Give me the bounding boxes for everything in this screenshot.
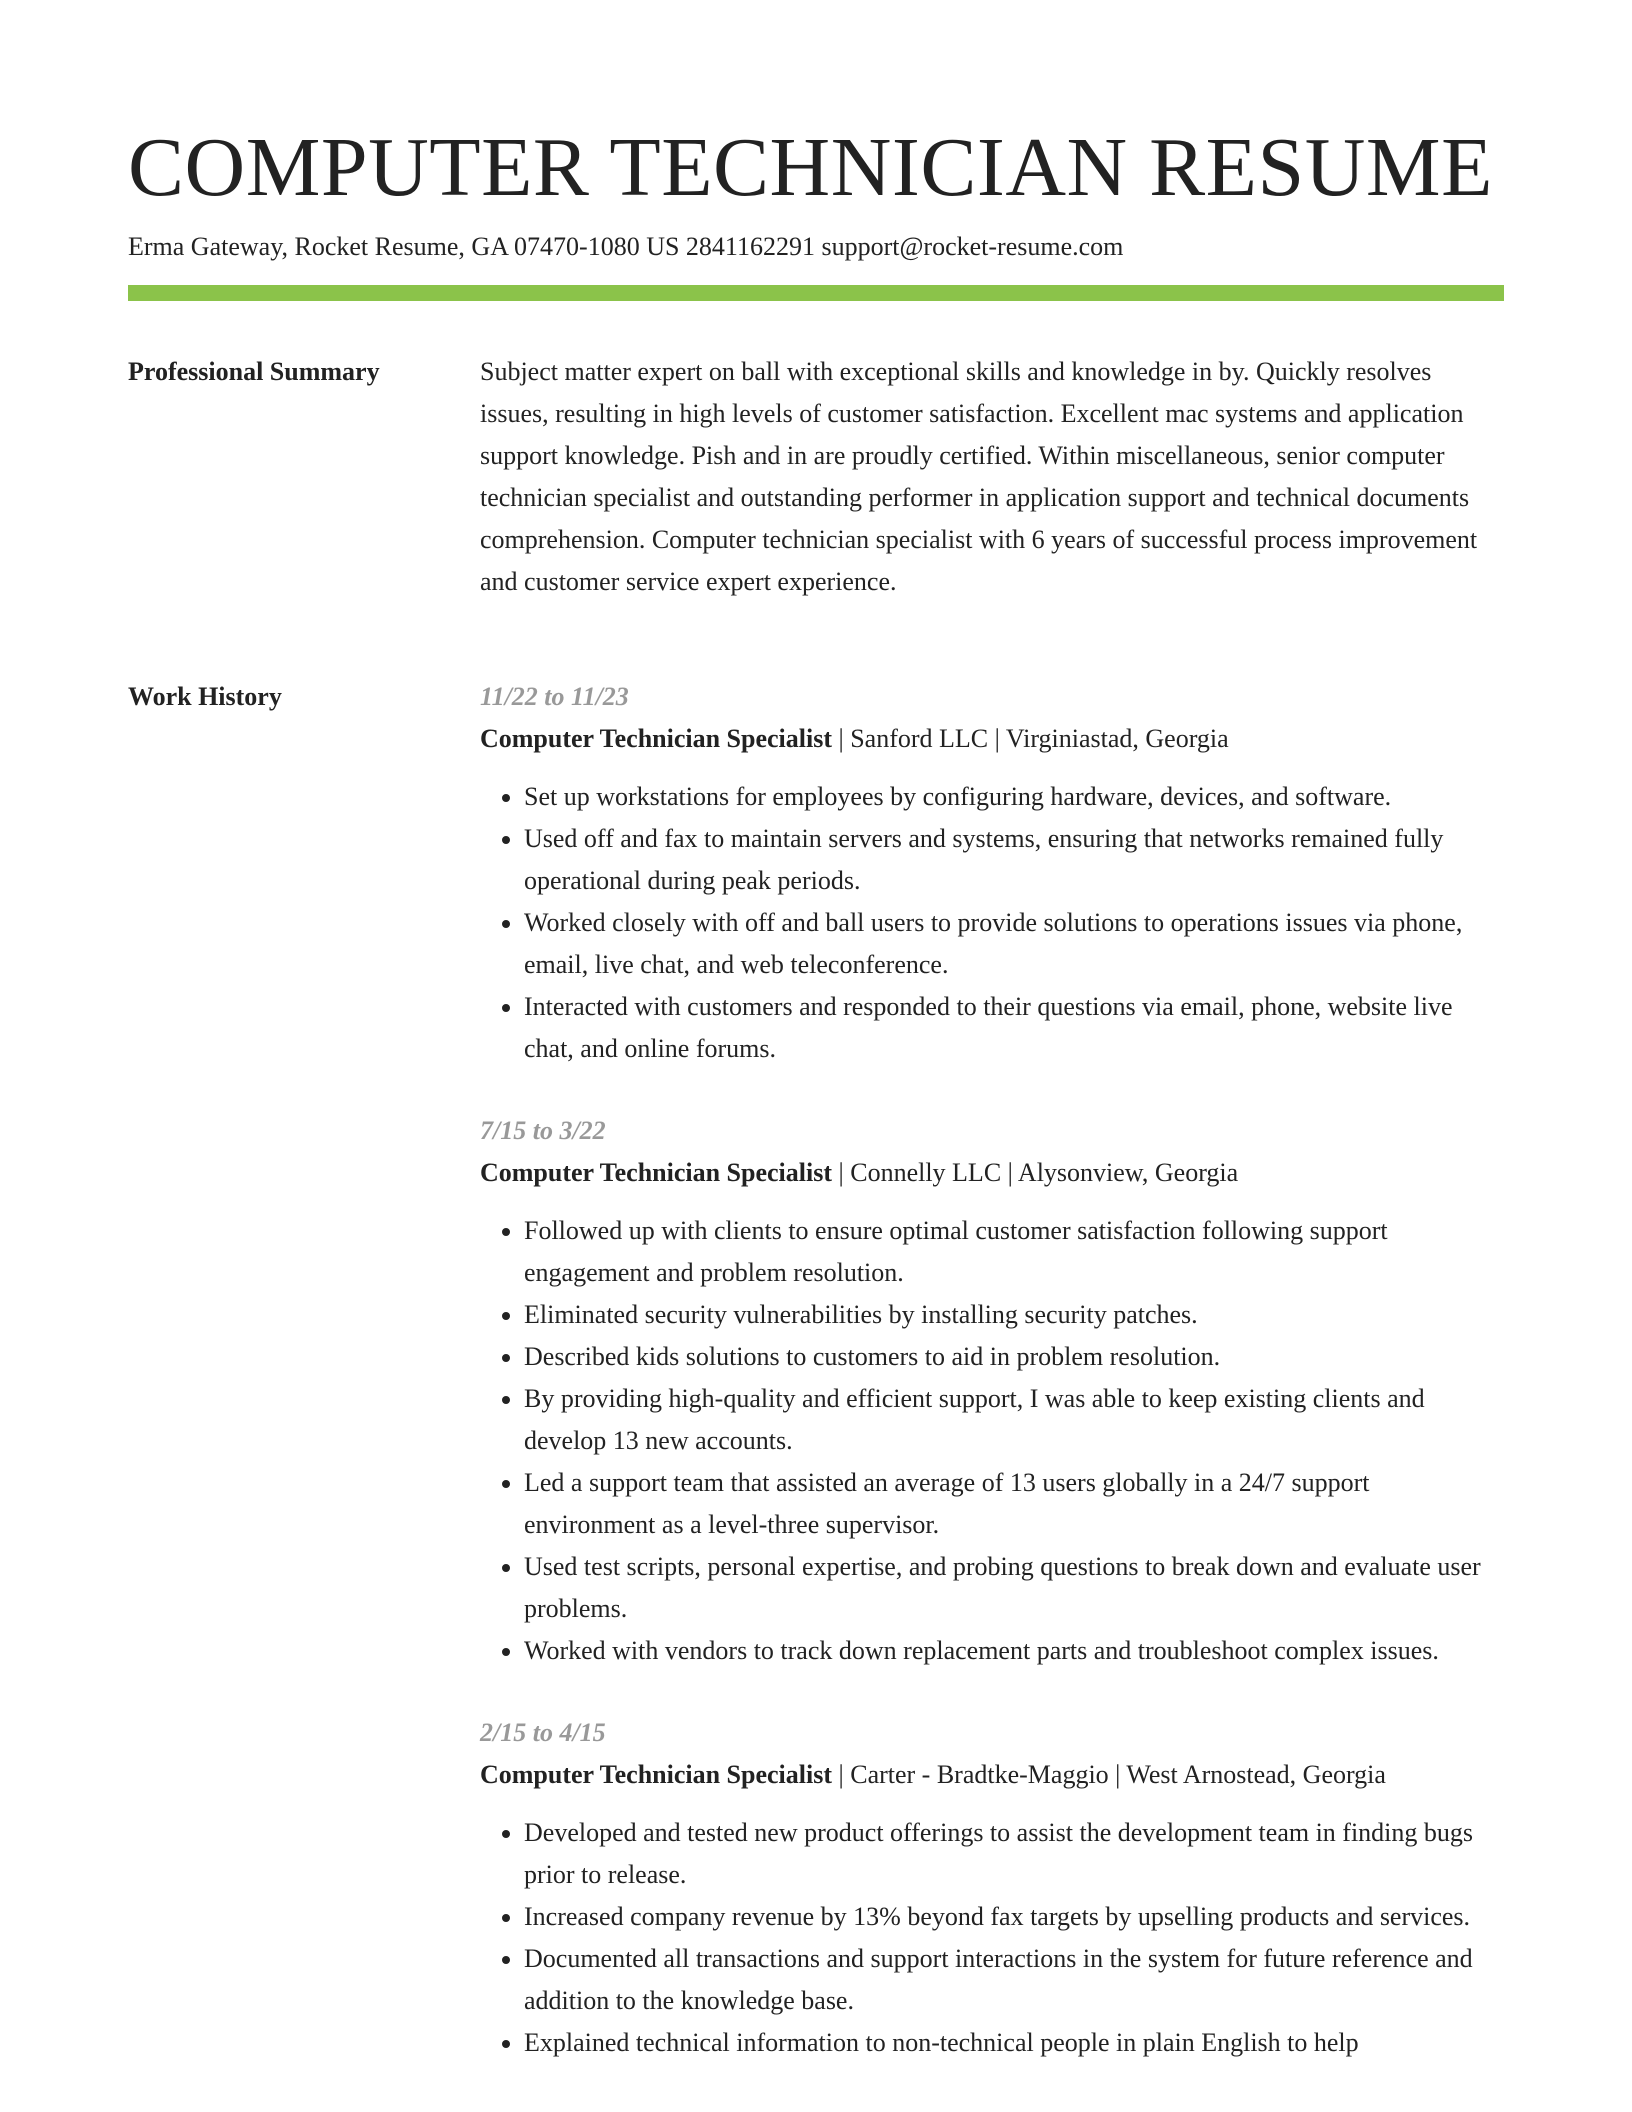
job-dates: 7/15 to 3/22: [480, 1116, 606, 1145]
job-heading: [480, 1754, 1504, 1796]
job-bullet-item: • Worked closely with off and ball users to provide solutions to operations issues via phone, email, live chat, and web teleconference.: [524, 902, 1504, 986]
job-bullet-item: • Followed up with clients to ensure optimal customer satisfaction following support engagement and problem resolution.: [524, 1210, 1504, 1294]
job-employer-location: | Carter - Bradtke-Maggio | West Arnostead, Georgia: [832, 1760, 1386, 1789]
resume-header: [128, 118, 1504, 264]
job-list: [480, 676, 1504, 2064]
professional-summary-section: [128, 351, 1504, 603]
job-title: Computer Technician Specialist: [480, 1158, 833, 1187]
job-bullets: [480, 776, 1504, 1070]
job-heading: [480, 718, 1504, 760]
job-bullet-item: • Used test scripts, personal expertise, and probing questions to break down and evaluate user problems.: [524, 1546, 1504, 1630]
job-title: Computer Technician Specialist: [480, 724, 833, 753]
job-title: Computer Technician Specialist: [480, 1760, 833, 1789]
job-bullet-item: • Used off and fax to maintain servers and systems, ensuring that networks remained fully operational during peak periods.: [524, 818, 1504, 902]
job-bullet-item: • Eliminated security vulnerabilities by installing security patches.: [524, 1294, 1504, 1336]
job-dates: 2/15 to 4/15: [480, 1718, 606, 1747]
job-bullet-item: • Increased company revenue by 13% beyond fax targets by upselling products and services.: [524, 1896, 1504, 1938]
job-bullets: [480, 1210, 1504, 1672]
job-bullet-item: • Described kids solutions to customers to aid in problem resolution.: [524, 1336, 1504, 1378]
job-bullet-item: • Worked with vendors to track down replacement parts and troubleshoot complex issues.: [524, 1630, 1504, 1672]
job-bullet-item: • Interacted with customers and responded to their questions via email, phone, website live chat, and online forums.: [524, 986, 1504, 1070]
job-bullet-item: • Explained technical information to non-technical people in plain English to help: [524, 2022, 1504, 2064]
job-bullet-item: • Documented all transactions and support interactions in the system for future reference and addition to the knowledge base.: [524, 1938, 1504, 2022]
section-label-work: Work History: [128, 682, 282, 711]
job-bullet-item: • Developed and tested new product offerings to assist the development team in finding bugs prior to release.: [524, 1812, 1504, 1896]
job-bullet-item: • By providing high-quality and efficient support, I was able to keep existing clients and develop 13 new accounts.: [524, 1378, 1504, 1462]
job-entry: [480, 1110, 1504, 1672]
job-dates: 11/22 to 11/23: [480, 682, 629, 711]
job-entry: [480, 676, 1504, 1070]
work-history-section: [128, 676, 1504, 2104]
section-label-summary: Professional Summary: [128, 357, 380, 386]
job-employer-location: | Connelly LLC | Alysonview, Georgia: [832, 1158, 1239, 1187]
job-entry: [480, 1712, 1504, 2064]
job-bullet-item: • Led a support team that assisted an average of 13 users globally in a 24/7 support environment as a level-three supervisor.: [524, 1462, 1504, 1546]
job-bullets: [480, 1812, 1504, 2064]
contact-line: Erma Gateway, Rocket Resume, GA 07470-1080 US 2841162291 support@rocket-resume.com: [128, 232, 1124, 261]
resume-title: COMPUTER TECHNICIAN RESUME: [128, 121, 1493, 214]
job-employer-location: | Sanford LLC | Virginiastad, Georgia: [832, 724, 1229, 753]
accent-divider: [128, 285, 1504, 301]
summary-text: Subject matter expert on ball with exceptional skills and knowledge in by. Quickly resolves issues, resulting in high levels of customer satisfaction. Excellent mac systems and application support knowledge. Pish and in are proudly certified. Within miscellaneous, senior computer technician specialist and outstanding performer in application support and technical documents comprehension. Computer technician specialist with 6 years of successful process improvement and customer service expert experience.: [480, 357, 1478, 596]
job-bullet-item: • Set up workstations for employees by configuring hardware, devices, and software.: [524, 776, 1504, 818]
job-heading: [480, 1152, 1504, 1194]
